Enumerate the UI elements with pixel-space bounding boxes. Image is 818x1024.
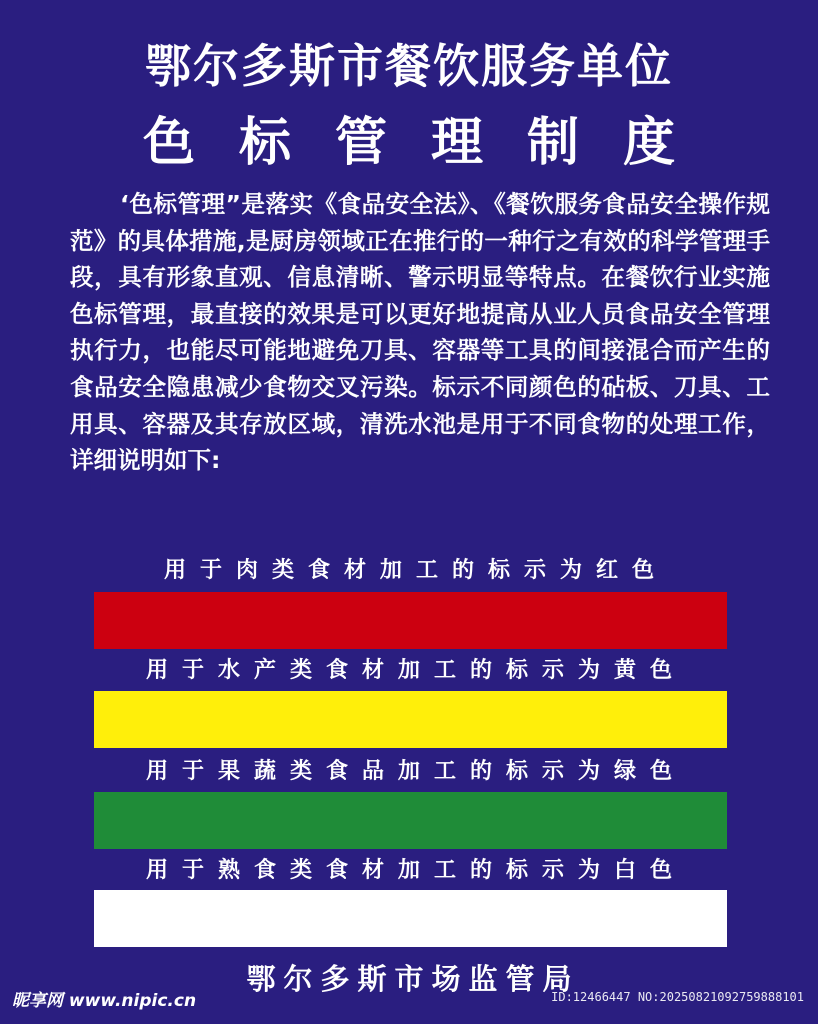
- yellow-color-band: [94, 691, 727, 748]
- green-band-label: 用于果蔬类食品加工的标示为绿色: [145, 759, 686, 784]
- white-band-label: 用于熟食类食材加工的标示为白色: [145, 858, 686, 883]
- page-subtitle: 色标管理制度: [142, 113, 719, 173]
- green-color-band: [94, 792, 727, 849]
- image-id-watermark: ID:12466447 NO:20250821092759888101: [551, 990, 804, 1004]
- site-watermark: 昵享网 www.nipic.cn: [12, 991, 197, 1011]
- issuer-name: 鄂尔多斯市场监管局: [246, 962, 580, 996]
- yellow-band-label: 用于水产类食材加工的标示为黄色: [145, 658, 686, 683]
- red-band-label: 用于肉类食材加工的标示为红色: [163, 558, 668, 583]
- page-title: 鄂尔多斯市餐饮服务单位: [145, 39, 673, 93]
- white-color-band: [94, 890, 727, 947]
- intro-paragraph: ‘色标管理”是落实《食品安全法》、《餐饮服务食品安全操作规范》的具体措施,是厨房领域正在推行的一种行之有效的科学管理手段，具有形象直观、信息清晰、警示明显等特点。在餐饮行业实施色标管理，最直接的效果是可以更好地提高从业人员食品安全管理执行力，也能尽可能地避免刀具、容器等工具的间接混合而产生的食品安全隐患减少食物交叉污染。标示不同颜色的砧板、刀具、工用具、容器及其存放区域，清洗水池是用于不同食物的处理工作，详细说明如下:: [70, 190, 770, 475]
- red-color-band: [94, 592, 727, 649]
